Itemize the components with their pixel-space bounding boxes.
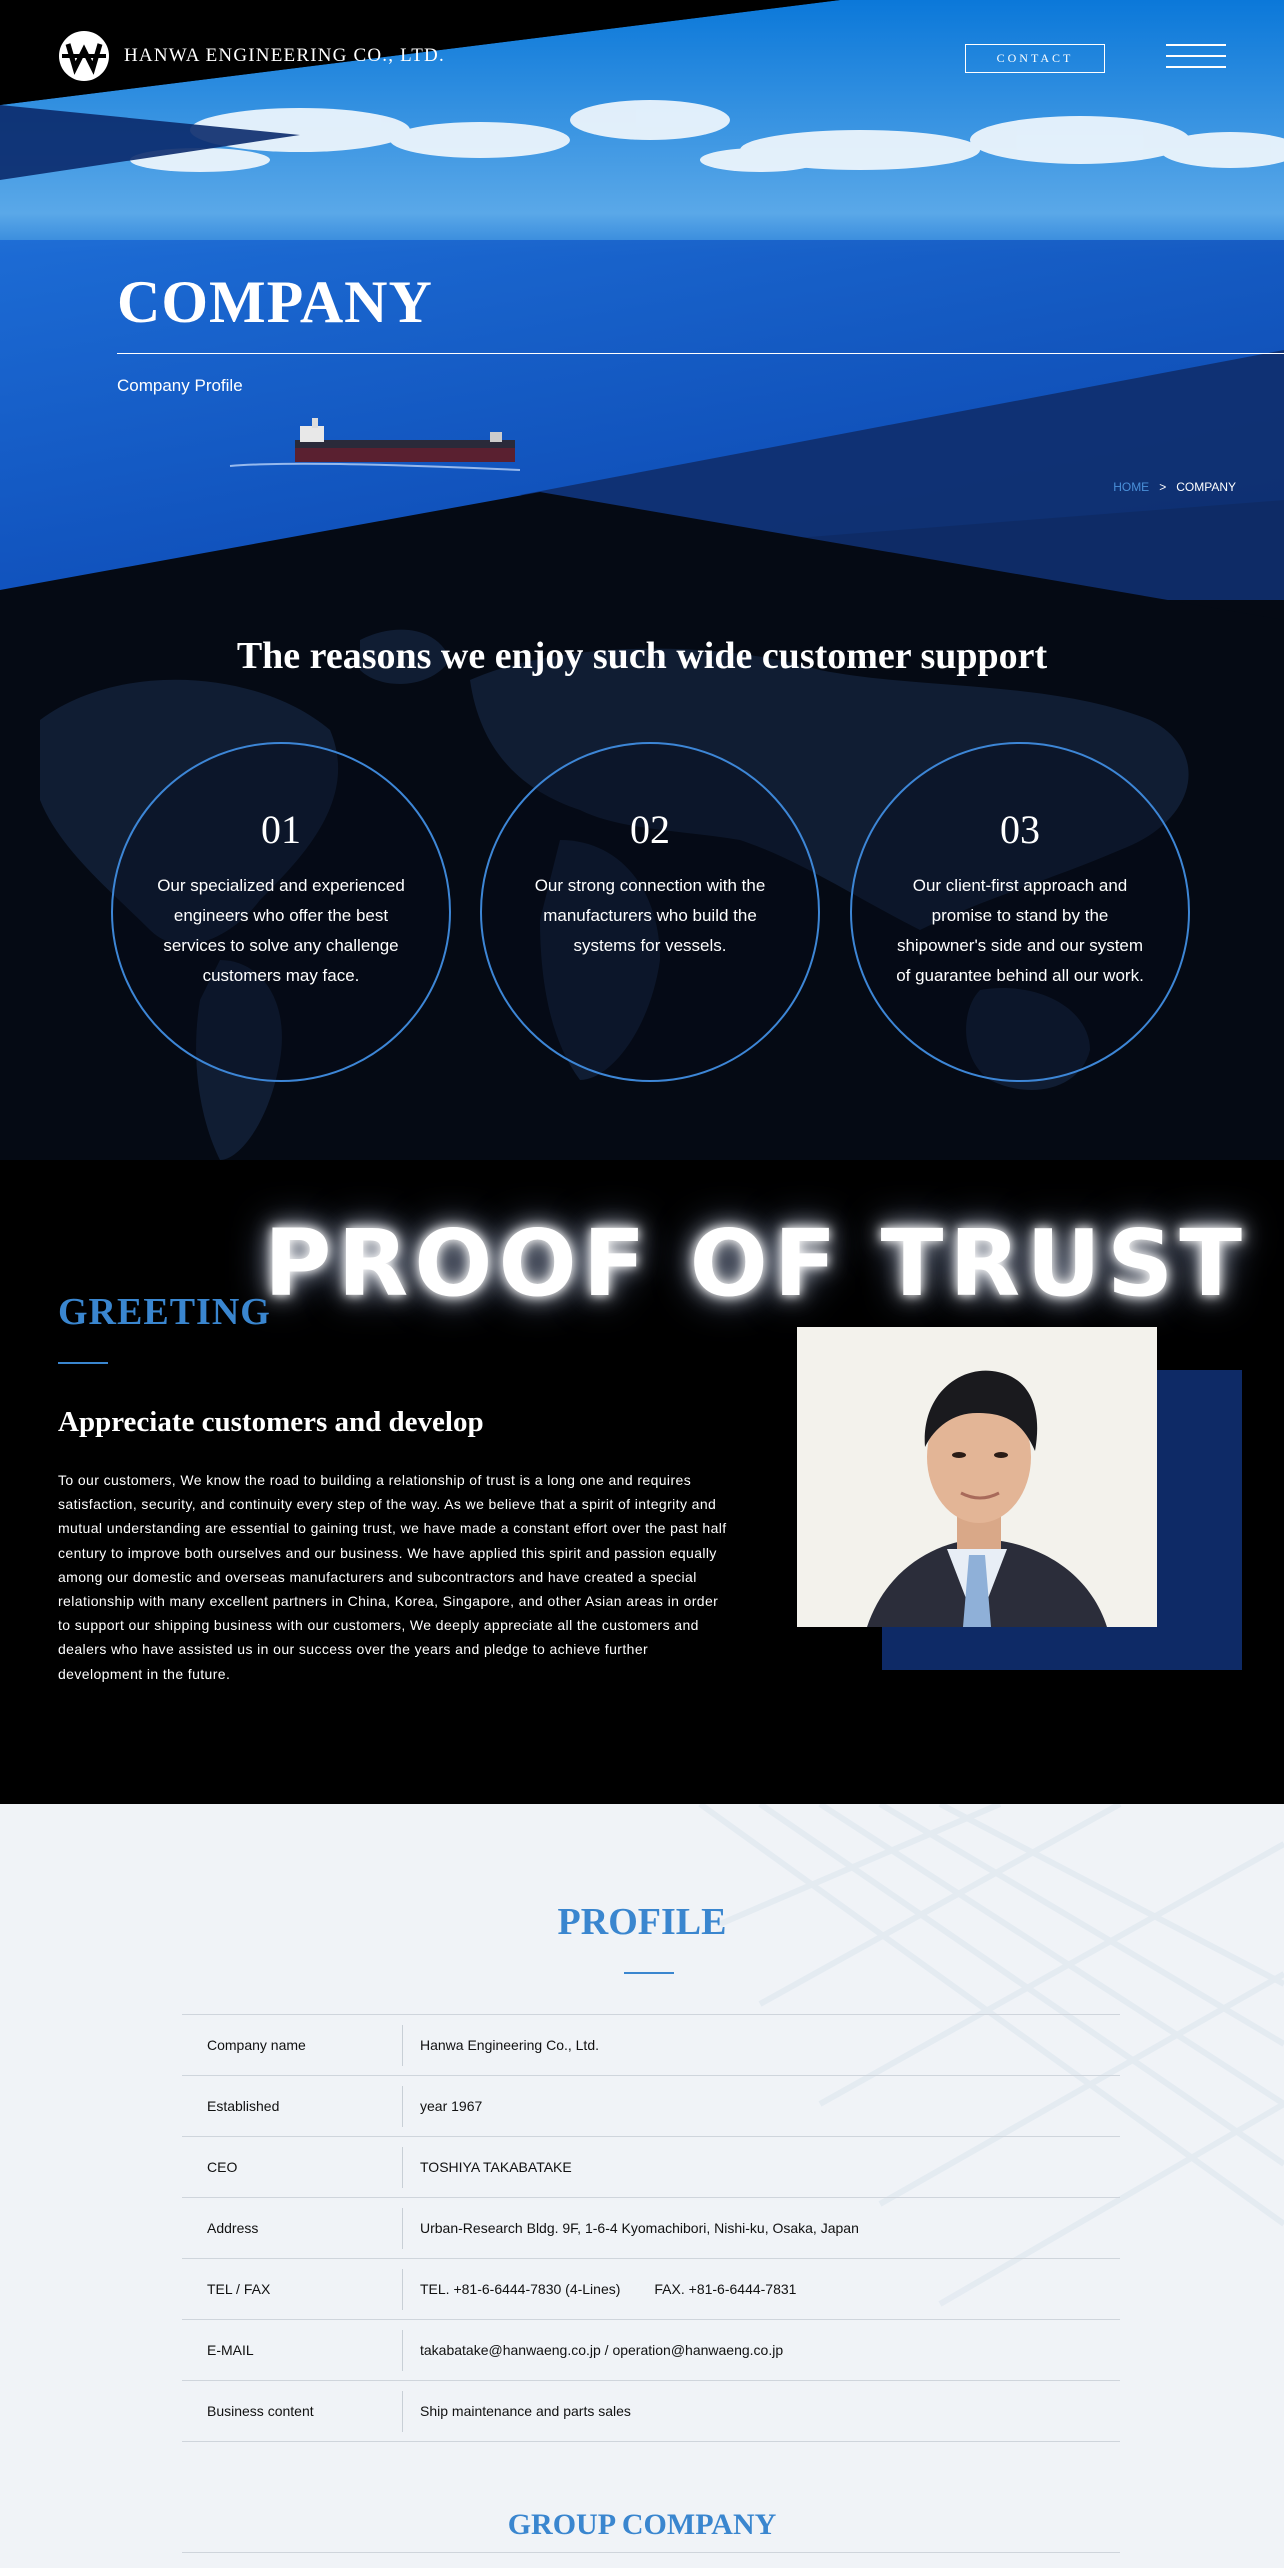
proof-of-trust-banner: PROOF OF TRUST <box>264 1210 1248 1317</box>
fax-value: FAX. +81-6-6444-7831 <box>654 2281 797 2297</box>
table-row <box>182 2015 1120 2076</box>
reasons-heading: The reasons we enjoy such wide customer support <box>236 635 1048 677</box>
page-title: COMPANY <box>117 269 433 335</box>
group-company-divider <box>182 2552 1120 2553</box>
greeting-heading: GREETING <box>58 1291 271 1333</box>
table-row <box>182 2320 1120 2381</box>
ceo-photo <box>797 1327 1157 1627</box>
profile-section <box>0 1804 1284 2568</box>
column-divider <box>402 2330 403 2371</box>
row-value: year 1967 <box>420 2098 483 2114</box>
row-key: E-MAIL <box>207 2342 254 2358</box>
title-underline <box>117 353 1284 354</box>
breadcrumb-current: COMPANY <box>1176 480 1236 494</box>
row-value: TOSHIYA TAKABATAKE <box>420 2159 572 2175</box>
reason-circle-1 <box>111 742 451 1082</box>
reason-number: 02 <box>630 807 670 852</box>
row-key: Address <box>207 2220 259 2236</box>
row-value <box>402 2281 796 2297</box>
breadcrumb <box>1113 480 1236 494</box>
greeting-section <box>0 1160 1284 1804</box>
table-row <box>182 2137 1120 2198</box>
page-subtitle: Company Profile <box>117 376 243 395</box>
logo-text: HANWA ENGINEERING CO., LTD. <box>124 45 445 66</box>
row-key: Established <box>207 2098 280 2114</box>
greeting-underline <box>58 1362 108 1364</box>
ceo-portrait-image <box>797 1327 1157 1627</box>
table-row <box>182 2259 1120 2320</box>
reason-text: Our client-first approach and promise to stand by the shipowner's side and our system of guarantee behind all our work. <box>896 876 1144 985</box>
profile-table <box>182 2014 1120 2442</box>
row-key: CEO <box>207 2159 238 2175</box>
row-value: Urban-Research Bldg. 9F, 1-6-4 Kyomachibori, Nishi-ku, Osaka, Japan <box>420 2220 859 2236</box>
breadcrumb-home-link[interactable]: HOME <box>1113 480 1150 494</box>
table-row <box>182 2381 1120 2442</box>
column-divider <box>402 2391 403 2432</box>
reason-circle-2 <box>480 742 820 1082</box>
row-value: Ship maintenance and parts sales <box>420 2403 631 2419</box>
greeting-body: To our customers, We know the road to building a relationship of trust is a long one and requires satisfaction, security, and continuity every step of the way. As we believe that a spirit of integrity and mutual understanding are essential to gaining trust, we have made a constant effort over the past half century to improve both ourselves and our business. We have applied this spirit and passion equally among our domestic and overseas manufacturers and subcontractors and have created a special relationship with many excellent partners in China, Korea, Singapore, and other Asian areas in order to support our shipping business with our customers, We deeply appreciate all the customers and dealers who have assisted us in our success over the years and pledge to achieve further development in the future. <box>58 1472 727 1682</box>
column-divider <box>402 2147 403 2188</box>
hamburger-menu-icon[interactable] <box>1166 44 1226 72</box>
hanwa-logo-icon <box>58 30 110 82</box>
contact-button[interactable]: CONTACT <box>965 44 1105 73</box>
group-company-heading: GROUP COMPANY <box>507 2508 777 2541</box>
column-divider <box>402 2269 403 2310</box>
reason-text: Our strong connection with the manufacturers who build the systems for vessels. <box>534 876 766 955</box>
reason-number: 01 <box>261 807 301 852</box>
hero-section <box>0 0 1284 640</box>
breadcrumb-separator: > <box>1159 480 1167 494</box>
company-logo[interactable] <box>58 30 445 82</box>
email-value[interactable]: takabatake@hanwaeng.co.jp / operation@hanwaeng.co.jp <box>420 2342 784 2358</box>
row-key: TEL / FAX <box>207 2281 271 2297</box>
table-row <box>182 2076 1120 2137</box>
table-row <box>182 2198 1120 2259</box>
column-divider <box>402 2086 403 2127</box>
reason-circle-3 <box>850 742 1190 1082</box>
reason-text: Our specialized and experienced engineers who offer the best services to solve any challenge customers may face. <box>157 876 405 985</box>
reason-number: 03 <box>1000 807 1040 852</box>
profile-underline <box>624 1972 674 1974</box>
tel-value: TEL. +81-6-6444-7830 (4-Lines) <box>420 2281 621 2297</box>
row-key: Business content <box>207 2403 314 2419</box>
profile-heading: PROFILE <box>557 1901 727 1943</box>
reasons-section <box>0 600 1284 1160</box>
column-divider <box>402 2025 403 2066</box>
row-key: Company name <box>207 2037 306 2053</box>
greeting-subheading: Appreciate customers and develop <box>58 1406 484 1438</box>
column-divider <box>402 2208 403 2249</box>
row-value: Hanwa Engineering Co., Ltd. <box>420 2037 599 2053</box>
